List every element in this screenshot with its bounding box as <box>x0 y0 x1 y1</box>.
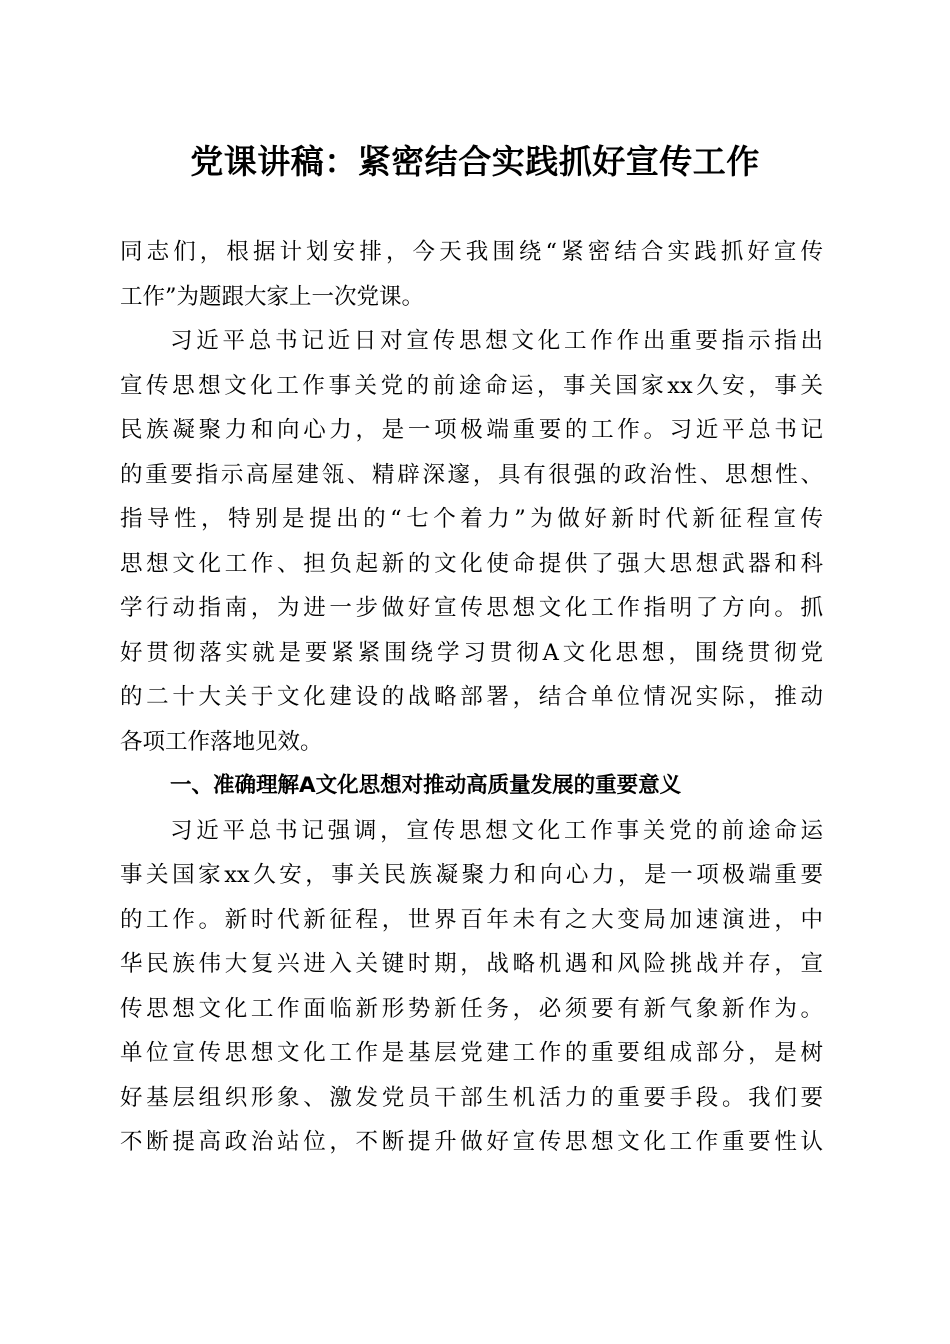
text-line: 同志们，根据计划安排，今天我围绕“紧密结合实践抓好宣传 <box>120 239 823 265</box>
text-line: 指导性，特别是提出的“七个着力”为做好新时代新征程宣传 <box>120 506 823 532</box>
document-body <box>120 230 823 1165</box>
text-line: 各项工作落地见效。 <box>120 728 323 755</box>
text-line: 单位宣传思想文化工作是基层党建工作的重要组成部分，是树 <box>120 1040 823 1066</box>
text-line: 传思想文化工作面临新形势新任务，必须要有新气象新作为。 <box>120 995 823 1022</box>
text-line: 不断提高政治站位，不断提升做好宣传思想文化工作重要性认 <box>120 1129 823 1155</box>
text-line: 的重要指示高屋建瓴、精辟深邃，具有很强的政治性、思想性、 <box>120 461 823 488</box>
text-line: 思想文化工作、担负起新的文化使命提供了强大思想武器和科 <box>120 550 823 577</box>
text-line: 学行动指南，为进一步做好宣传思想文化工作指明了方向。抓 <box>120 595 823 621</box>
text-line: 的二十大关于文化建设的战略部署，结合单位情况实际，推动 <box>120 684 823 710</box>
text-line: 民族凝聚力和向心力，是一项极端重要的工作。习近平总书记 <box>120 417 823 443</box>
text-line: 习近平总书记强调，宣传思想文化工作事关党的前途命运 <box>170 817 823 844</box>
text-line: 事关国家xx久安，事关民族凝聚力和向心力，是一项极端重要 <box>120 862 823 888</box>
text-line: 宣传思想文化工作事关党的前途命运，事关国家xx久安，事关 <box>120 372 823 399</box>
document-title: 党课讲稿：紧密结合实践抓好宣传工作 <box>190 142 760 181</box>
text-line: 华民族伟大复兴进入关键时期，战略机遇和风险挑战并存，宣 <box>120 951 823 977</box>
text-line: 工作”为题跟大家上一次党课。 <box>120 283 425 310</box>
text-line: 习近平总书记近日对宣传思想文化工作作出重要指示指出 <box>170 328 823 354</box>
section-heading: 一、准确理解A文化思想对推动高质量发展的重要意义 <box>170 773 682 798</box>
text-line: 的工作。新时代新征程，世界百年未有之大变局加速演进，中 <box>120 906 823 933</box>
text-line: 好贯彻落实就是要紧紧围绕学习贯彻A文化思想，围绕贯彻党 <box>120 639 823 666</box>
text-line: 好基层组织形象、激发党员干部生机活力的重要手段。我们要 <box>120 1084 823 1111</box>
